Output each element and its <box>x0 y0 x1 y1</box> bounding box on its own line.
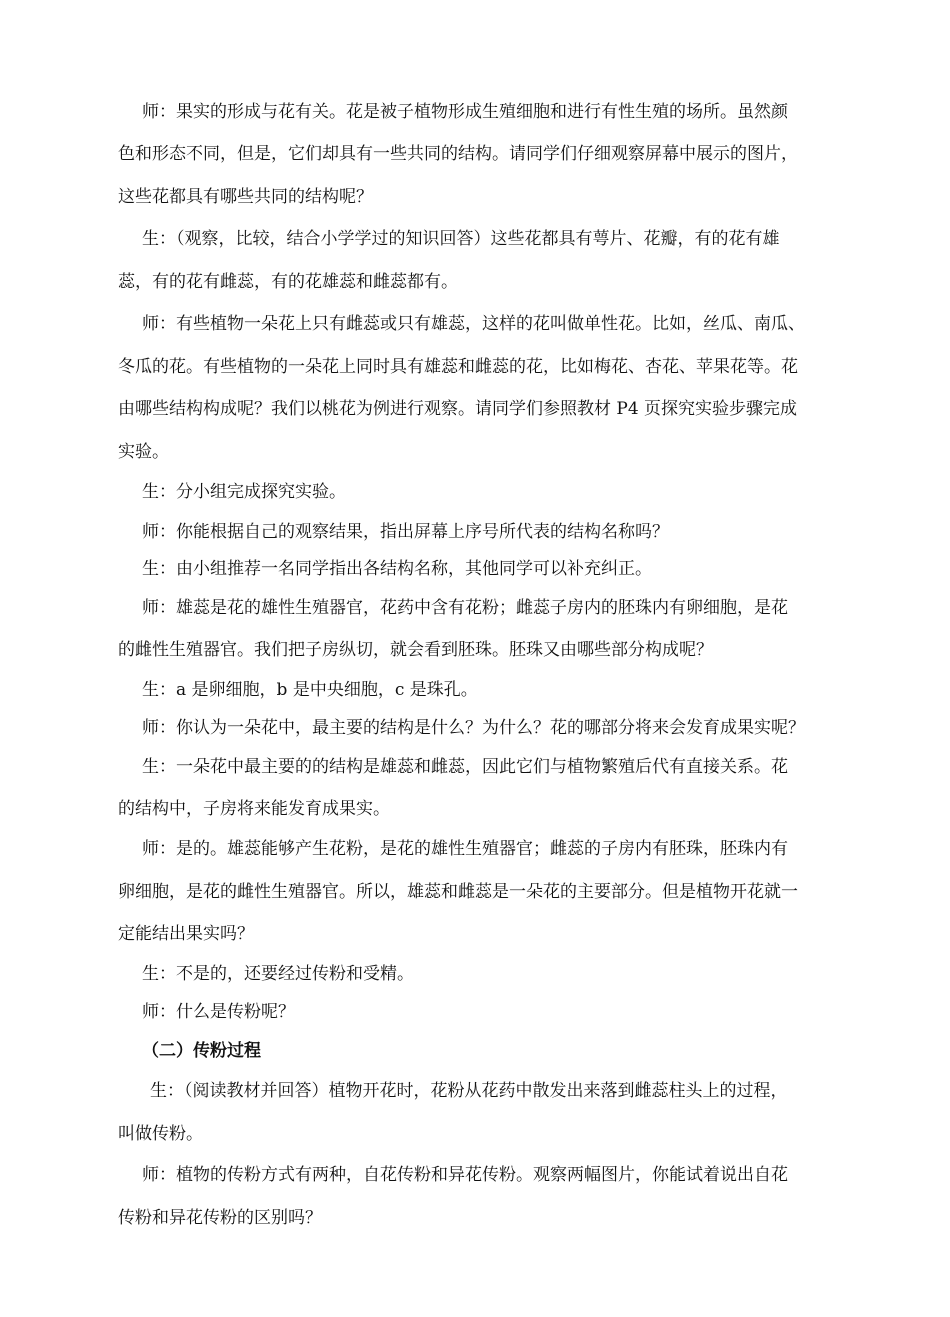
paragraph-line: 实验。 <box>118 442 169 462</box>
paragraph-line: 生：一朵花中最主要的的结构是雄蕊和雌蕊，因此它们与植物繁殖后代有直接关系。花 <box>142 757 788 777</box>
paragraph-line: 师：你认为一朵花中，最主要的结构是什么？为什么？花的哪部分将来会发育成果实呢？ <box>142 718 805 738</box>
paragraph-line: 生：不是的，还要经过传粉和受精。 <box>142 964 414 984</box>
paragraph-line: 师：有些植物一朵花上只有雌蕊或只有雄蕊，这样的花叫做单性花。比如，丝瓜、南瓜、 <box>142 314 805 334</box>
paragraph-line: 师：是的。雄蕊能够产生花粉，是花的雄性生殖器官；雌蕊的子房内有胚珠，胚珠内有 <box>142 839 788 859</box>
paragraph-line: 生：（观察，比较，结合小学学过的知识回答）这些花都具有萼片、花瓣，有的花有雄 <box>142 229 780 249</box>
paragraph-line: 的雌性生殖器官。我们把子房纵切，就会看到胚珠。胚珠又由哪些部分构成呢？ <box>118 640 713 660</box>
paragraph-line: 传粉和异花传粉的区别吗？ <box>118 1208 322 1228</box>
paragraph-line: 由哪些结构构成呢？我们以桃花为例进行观察。请同学们参照教材 P4 页探究实验步骤完成 <box>118 399 798 419</box>
paragraph-line: 生：（阅读教材并回答）植物开花时，花粉从花药中散发出来落到雌蕊柱头上的过程， <box>150 1081 788 1101</box>
paragraph-line: 叫做传粉。 <box>118 1124 203 1144</box>
paragraph-line: 色和形态不同，但是，它们却具有一些共同的结构。请同学们仔细观察屏幕中展示的图片， <box>118 144 798 164</box>
paragraph-line: 师：植物的传粉方式有两种，自花传粉和异花传粉。观察两幅图片，你能试着说出自花 <box>142 1165 788 1185</box>
paragraph-line: 生：分小组完成探究实验。 <box>142 482 346 502</box>
paragraph-line: 师：果实的形成与花有关。花是被子植物形成生殖细胞和进行有性生殖的场所。虽然颜 <box>142 102 788 122</box>
paragraph-line: 师：你能根据自己的观察结果，指出屏幕上序号所代表的结构名称吗？ <box>142 522 669 542</box>
paragraph-line: 这些花都具有哪些共同的结构呢？ <box>118 187 373 207</box>
paragraph-line: 生：a 是卵细胞，b 是中央细胞，c 是珠孔。 <box>142 680 478 700</box>
paragraph-line: 的结构中，子房将来能发育成果实。 <box>118 799 390 819</box>
paragraph-line: 蕊，有的花有雌蕊，有的花雄蕊和雌蕊都有。 <box>118 272 458 292</box>
paragraph-line: 师：雄蕊是花的雄性生殖器官，花药中含有花粉；雌蕊子房内的胚珠内有卵细胞，是花 <box>142 598 788 618</box>
section-heading: （二）传粉过程 <box>142 1041 261 1061</box>
paragraph-line: 师：什么是传粉呢？ <box>142 1002 295 1022</box>
paragraph-line: 生：由小组推荐一名同学指出各结构名称，其他同学可以补充纠正。 <box>142 559 652 579</box>
paragraph-line: 卵细胞，是花的雌性生殖器官。所以，雄蕊和雌蕊是一朵花的主要部分。但是植物开花就一 <box>118 882 798 902</box>
paragraph-line: 定能结出果实吗？ <box>118 924 254 944</box>
paragraph-line: 冬瓜的花。有些植物的一朵花上同时具有雄蕊和雌蕊的花，比如梅花、杏花、苹果花等。花 <box>118 357 798 377</box>
